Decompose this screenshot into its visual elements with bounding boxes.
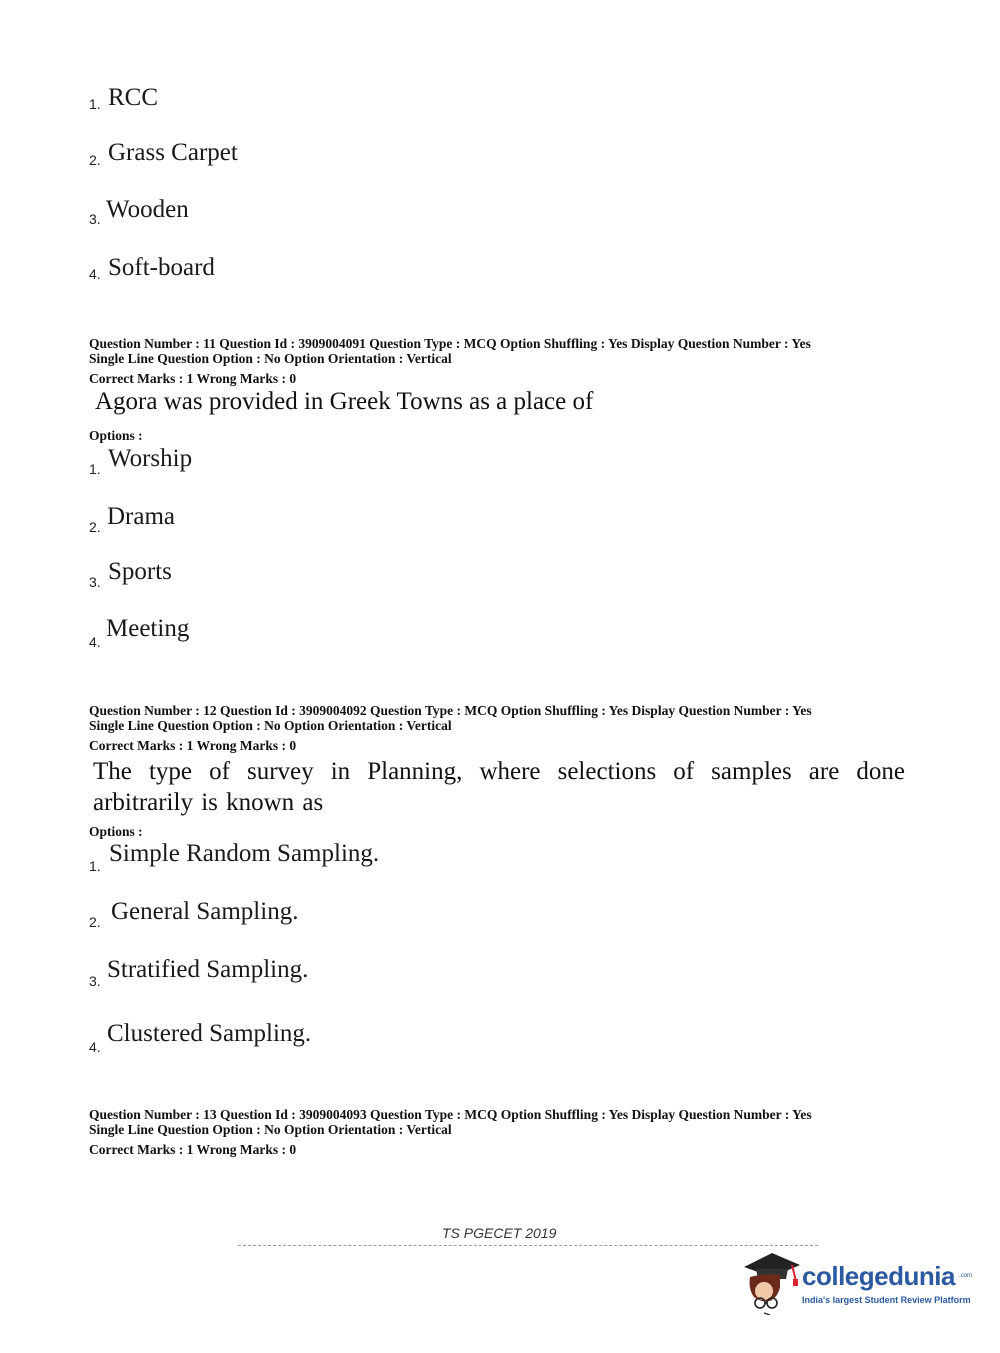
- options-label: Options :: [89, 428, 143, 443]
- option-number: 2.: [89, 152, 101, 168]
- question-meta: [89, 336, 811, 366]
- logo-com-suffix: .com: [959, 1273, 973, 1279]
- option-text: Clustered Sampling.: [107, 1020, 312, 1047]
- question-meta: [89, 1107, 812, 1137]
- option-text: Drama: [107, 503, 176, 530]
- question-meta: [89, 703, 812, 733]
- question-meta-line: Question Number : 13 Question Id : 3909004093 Question Type : MCQ Option Shuffling : Yes Display Question Number : Yes: [89, 1107, 812, 1122]
- option-text: Wooden: [106, 196, 189, 223]
- option-number: 3.: [89, 574, 101, 590]
- option-number: 1.: [89, 96, 101, 112]
- footer-divider: [238, 1245, 818, 1246]
- options-label: Options :: [89, 824, 143, 839]
- option-number: 2.: [89, 519, 101, 535]
- option-text: General Sampling.: [111, 898, 299, 925]
- question-meta-line: Question Number : 12 Question Id : 3909004092 Question Type : MCQ Option Shuffling : Yes Display Question Number : Yes: [89, 703, 812, 718]
- option-text: Stratified Sampling.: [107, 956, 309, 983]
- question-meta-line: Single Line Question Option : No Option Orientation : Vertical: [89, 351, 452, 366]
- exam-footer-label: TS PGECET 2019: [442, 1225, 557, 1241]
- option-number: 4.: [89, 266, 101, 282]
- option-number: 4.: [89, 634, 101, 650]
- option-number: 4.: [89, 1039, 101, 1055]
- option-text: RCC: [108, 84, 159, 111]
- option-number: 2.: [89, 914, 101, 930]
- logo-tagline: India's largest Student Review Platform: [802, 1295, 971, 1305]
- option-number: 1.: [89, 461, 101, 477]
- option-text: Simple Random Sampling.: [109, 840, 380, 867]
- option-number: 1.: [89, 858, 101, 874]
- graduate-mascot-icon: [740, 1245, 802, 1315]
- question-marks: Correct Marks : 1 Wrong Marks : 0: [89, 371, 297, 386]
- option-text: Sports: [108, 558, 172, 585]
- question-text: Agora was provided in Greek Towns as a place of: [95, 388, 594, 415]
- option-number: 3.: [89, 973, 101, 989]
- collegedunia-logo: [740, 1245, 973, 1320]
- question-text: The type of survey in Planning, where selections of samples are done arbitrarily is known as: [93, 758, 905, 816]
- question-marks: Correct Marks : 1 Wrong Marks : 0: [89, 738, 297, 753]
- option-text: Meeting: [106, 615, 190, 642]
- option-text: Worship: [108, 445, 193, 472]
- question-meta-line: Question Number : 11 Question Id : 3909004091 Question Type : MCQ Option Shuffling : Yes Display Question Number : Yes: [89, 336, 811, 351]
- option-text: Grass Carpet: [108, 139, 238, 166]
- question-marks: Correct Marks : 1 Wrong Marks : 0: [89, 1142, 297, 1157]
- option-number: 3.: [89, 211, 101, 227]
- question-meta-line: Single Line Question Option : No Option Orientation : Vertical: [89, 718, 452, 733]
- logo-wordmark: collegedunia: [802, 1261, 955, 1291]
- question-meta-line: Single Line Question Option : No Option Orientation : Vertical: [89, 1122, 452, 1137]
- option-text: Soft-board: [108, 254, 215, 281]
